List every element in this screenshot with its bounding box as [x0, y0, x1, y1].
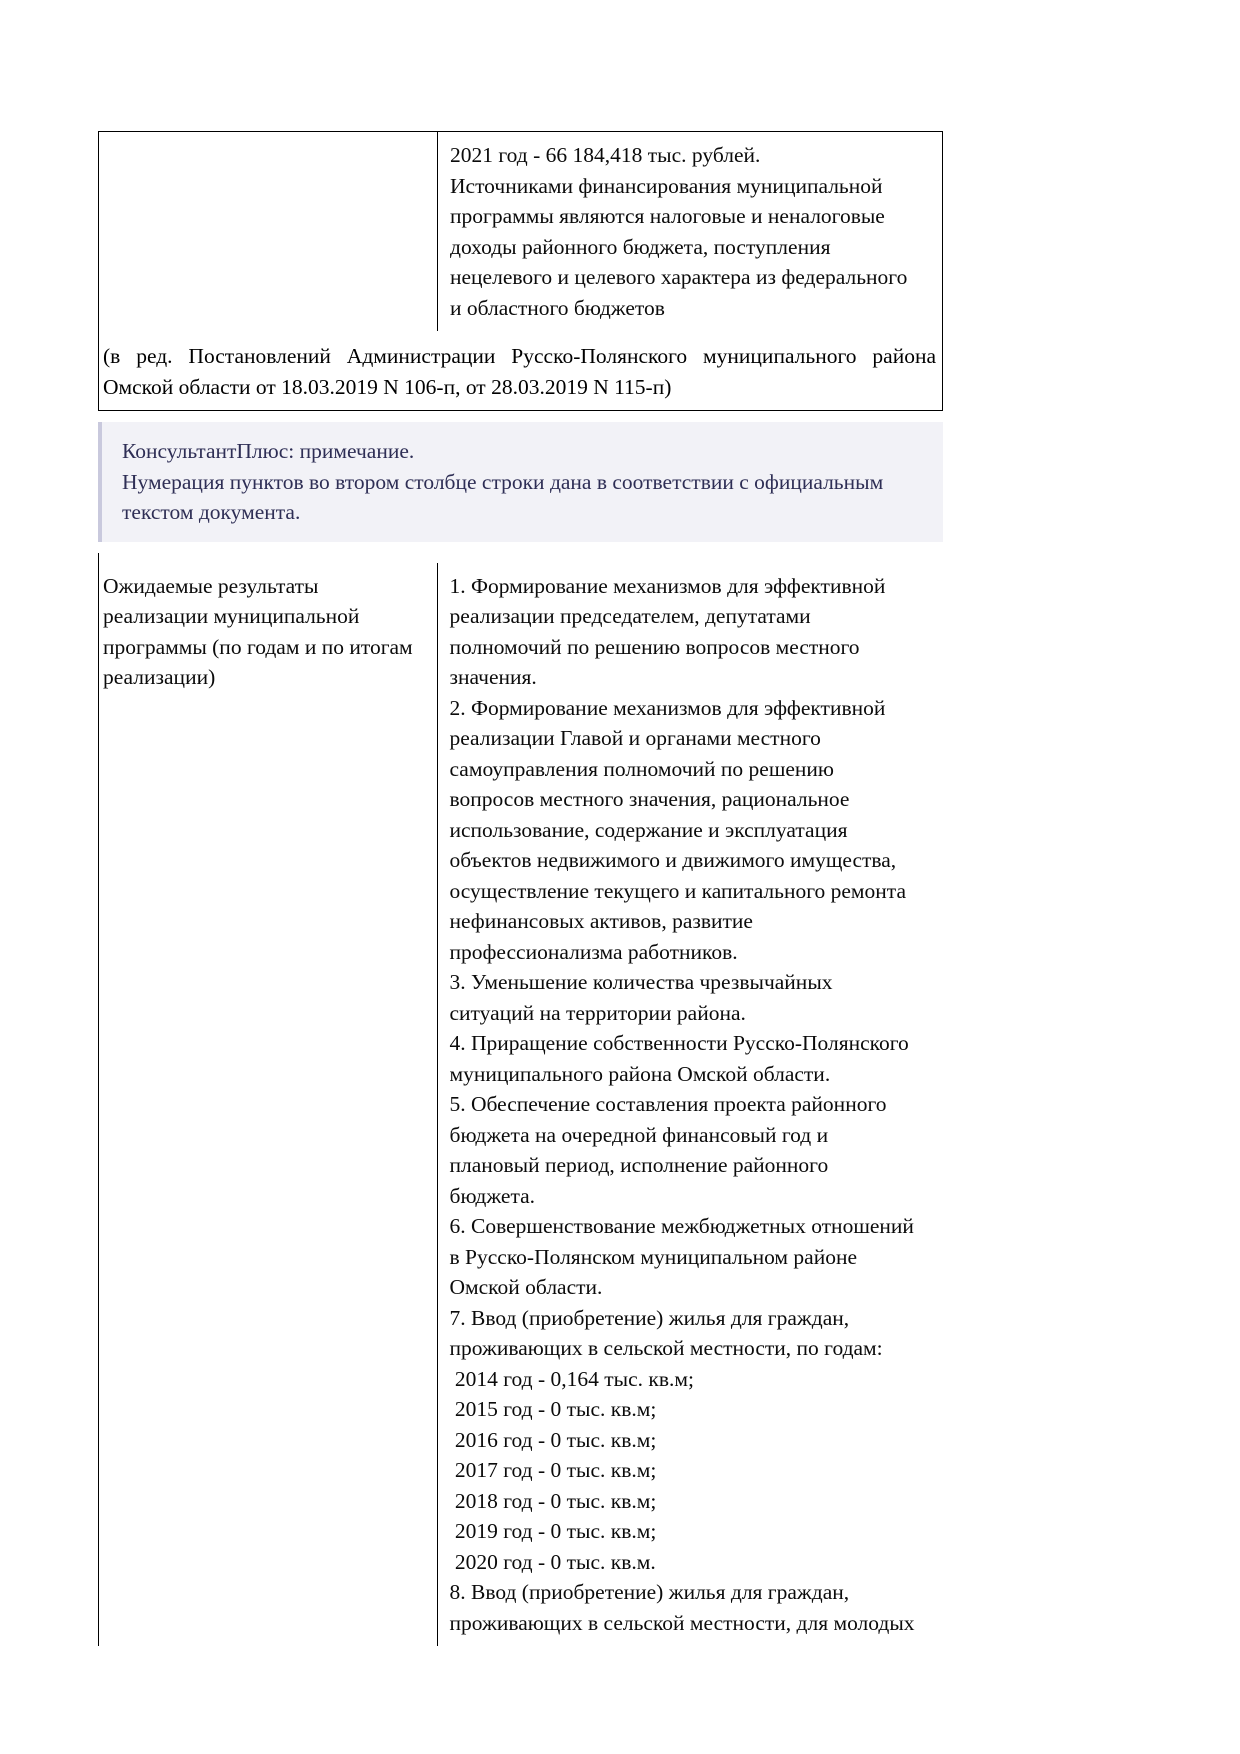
text-line: нецелевого и целевого характера из федерального [450, 265, 908, 289]
main-table-left-cell [99, 563, 437, 1647]
text-line: 4. Приращение собственности Русско-Полянского [449, 1031, 909, 1055]
main-table [99, 553, 944, 1647]
text-line: и областного бюджетов [450, 295, 665, 320]
consultant-plus-note [98, 422, 943, 542]
main-right-cell-text [438, 563, 945, 1647]
top-table [99, 132, 945, 331]
text-line: доходы районного бюджета, поступления [450, 234, 831, 259]
top-table-block [98, 131, 943, 411]
text-line: объектов недвижимого и движимого имущества, [449, 848, 897, 872]
top-left-cell-text [99, 132, 437, 148]
text-line: плановый период, исполнение районного [449, 1153, 829, 1177]
consultant-note-line-1: Нумерация пунктов во втором столбце строки дана в соответствии с официальным [122, 469, 884, 494]
text-line: программы (по годам и по итогам [103, 634, 413, 659]
text-line: 7. Ввод (приобретение) жилья для граждан, [449, 1305, 850, 1330]
text-line: бюджета на очередной финансовый год и [449, 1122, 829, 1147]
text-line: 2. Формирование механизмов для эффективной [449, 695, 886, 720]
text-line: ситуаций на территории района. [449, 1000, 746, 1025]
text-line: Омской области. [449, 1275, 603, 1299]
text-line: проживающих в сельской местности, для молодых [449, 1610, 915, 1635]
text-line: 2019 год - 0 тыс. кв.м; [449, 1519, 657, 1543]
text-line: реализации муниципальной [103, 604, 360, 628]
text-line: 1. Формирование механизмов для эффективной [449, 573, 886, 598]
revision-note-line-2: Омской области от 18.03.2019 N 106-п, от 28.03.2019 N 115-п) [103, 374, 672, 399]
consultant-note-line-2: текстом документа. [122, 500, 301, 524]
text-line: 8. Ввод (приобретение) жилья для граждан, [449, 1580, 850, 1604]
text-line: проживающих в сельской местности, по годам: [449, 1336, 883, 1360]
text-line: 2021 год - 66 184,418 тыс. рублей. [450, 143, 761, 167]
revision-note-line-1: (в ред. Постановлений Администрации Русско-Полянского муниципального района [103, 344, 936, 368]
text-line: реализации) [103, 665, 216, 689]
text-line: вопросов местного значения, рациональное [449, 787, 850, 811]
text-line: реализации Главой и органами местного [449, 726, 821, 750]
text-line: нефинансовых активов, развитие [449, 909, 753, 933]
text-line: осуществление текущего и капитального ремонта [449, 878, 906, 903]
text-line: программы являются налоговые и неналоговые [450, 204, 885, 228]
text-line: значения. [449, 665, 537, 689]
text-line: 2016 год - 0 тыс. кв.м; [449, 1427, 657, 1452]
text-line: использование, содержание и эксплуатация [449, 817, 848, 842]
consultant-note-title: КонсультантПлюс: примечание. [122, 439, 415, 463]
text-line: полномочий по решению вопросов местного [449, 634, 860, 659]
text-line: Ожидаемые результаты [103, 573, 319, 598]
table-row [99, 132, 945, 331]
table-row [99, 563, 944, 1647]
top-right-cell-text [438, 132, 945, 331]
text-line: 2018 год - 0 тыс. кв.м; [449, 1488, 657, 1513]
text-line: 2014 год - 0,164 тыс. кв.м; [449, 1366, 694, 1391]
text-line: 3. Уменьшение количества чрезвычайных [449, 970, 833, 994]
spacer-left [99, 553, 437, 563]
text-line: в Русско-Полянском муниципальном районе [449, 1244, 857, 1269]
document-body [98, 131, 943, 1646]
text-line: 2015 год - 0 тыс. кв.м; [449, 1397, 657, 1421]
text-line: 5. Обеспечение составления проекта районного [449, 1092, 887, 1116]
table-spacer-row [99, 553, 944, 563]
main-table-block [98, 553, 943, 1647]
text-line: муниципального района Омской области. [449, 1061, 831, 1086]
top-table-left-cell [99, 132, 438, 331]
text-line: 6. Совершенствование межбюджетных отношений [449, 1214, 914, 1238]
main-table-right-cell [437, 563, 944, 1647]
text-line: реализации председателем, депутатами [449, 604, 811, 628]
text-line: 2017 год - 0 тыс. кв.м; [449, 1458, 657, 1482]
text-line: профессионализма работников. [449, 939, 738, 964]
main-left-cell-text [99, 563, 437, 701]
text-line: Источниками финансирования муниципальной [450, 173, 883, 198]
revision-note [99, 331, 942, 410]
text-line: самоуправления полномочий по решению [449, 756, 834, 781]
text-line: 2020 год - 0 тыс. кв.м. [449, 1549, 656, 1574]
text-line: бюджета. [449, 1183, 536, 1208]
spacer-right [437, 553, 944, 563]
top-table-right-cell [438, 132, 946, 331]
